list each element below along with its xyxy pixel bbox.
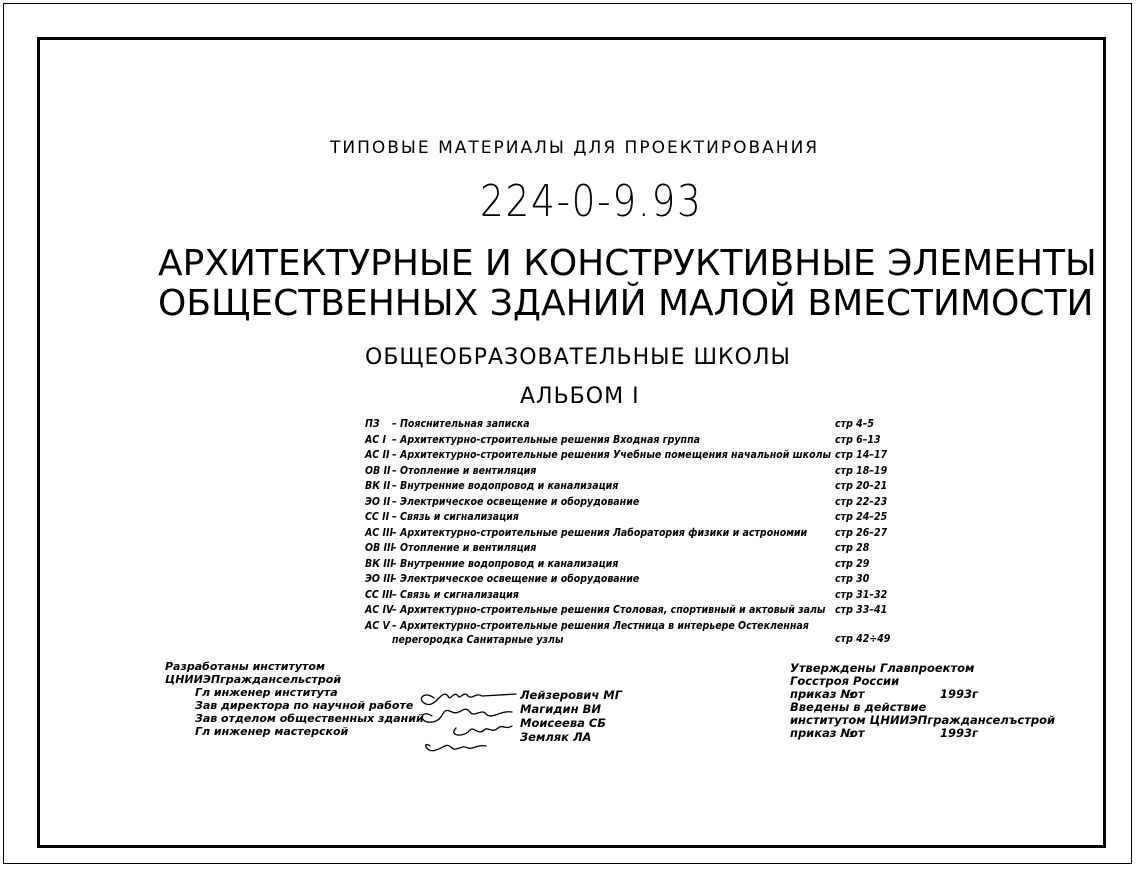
toc-row <box>365 417 905 433</box>
order-date-label: от <box>850 726 865 740</box>
toc-row <box>365 510 905 526</box>
toc-page: стр 6–13 <box>835 433 881 446</box>
toc-page: стр 18–19 <box>835 464 888 477</box>
toc-code: СС III <box>365 588 393 601</box>
approved-authority: Госстроя России <box>790 674 900 688</box>
signer-name: Моисеева СБ <box>520 716 607 730</box>
toc-row <box>365 448 905 464</box>
signatures-image <box>412 682 524 764</box>
series-title: ТИПОВЫЕ МАТЕРИАЛЫ ДЛЯ ПРОЕКТИРОВАНИЯ <box>330 138 820 158</box>
toc-code: ОВ II <box>365 464 391 477</box>
developer-institute: ЦНИИЭПграждансельстрой <box>165 673 342 686</box>
toc-desc: – Внутренние водопровод и канализация <box>392 557 619 570</box>
toc-page: стр 14–17 <box>835 449 888 461</box>
signature-4 <box>426 744 486 750</box>
signer-name: Земляк ЛА <box>520 730 592 744</box>
toc-desc: – Внутренние водопровод и канализация <box>392 480 619 492</box>
toc-code: СС II <box>365 511 390 523</box>
subtitle: ОБЩЕОБРАЗОВАТЕЛЬНЫЕ ШКОЛЫ <box>365 345 791 370</box>
toc-page: стр 33–41 <box>835 604 888 616</box>
toc-code: ВК III <box>365 557 394 570</box>
developer-block <box>165 660 424 738</box>
developer-role: Зав директора по научной работе <box>195 699 414 712</box>
toc-row <box>365 464 905 480</box>
signers-list <box>520 688 622 744</box>
signer-name: Магидин ВИ <box>520 702 601 716</box>
toc-desc: – Отопление и вентиляция <box>392 464 537 477</box>
toc-code: АС IV <box>365 604 394 616</box>
toc-desc: – Архитектурно-строительные решения Входная группа <box>392 433 700 446</box>
project-code: 224-0-9.93 <box>480 176 703 227</box>
toc-page: стр 4–5 <box>835 418 874 430</box>
toc-row <box>365 603 905 619</box>
toc-desc: – Связь и сигнализация <box>392 511 519 523</box>
table-of-contents <box>365 417 905 647</box>
toc-code: ПЗ <box>365 418 380 430</box>
toc-page: стр 29 <box>835 557 870 570</box>
toc-page: стр 22–23 <box>835 495 888 508</box>
developer-heading: Разработаны институтом <box>165 660 325 673</box>
toc-code: АС III <box>365 526 394 539</box>
developer-role: Зав отделом общественных зданий <box>195 712 424 725</box>
toc-code: ЭО II <box>365 495 391 508</box>
toc-row <box>365 541 905 557</box>
main-title-line-2: ОБЩЕСТВЕННЫХ ЗДАНИЙ МАЛОЙ ВМЕСТИМОСТИ <box>158 283 1094 324</box>
toc-desc: – Электрическое освещение и оборудование <box>392 573 640 585</box>
toc-row <box>365 572 905 588</box>
toc-code: ВК II <box>365 480 391 492</box>
toc-desc: – Связь и сигнализация <box>392 588 519 601</box>
toc-row <box>365 433 905 449</box>
main-title-line-1: АРХИТЕКТУРНЫЕ И КОНСТРУКТИВНЫЕ ЭЛЕМЕНТЫ <box>158 243 1097 284</box>
approved-label: Утверждены <box>790 661 876 675</box>
toc-desc: – Архитектурно-строительные решения Учебные помещения начальной школы <box>392 449 832 461</box>
signer-name: Лейзерович МГ <box>520 688 623 702</box>
toc-desc: – Пояснительная записка <box>392 418 530 430</box>
toc-code: ЭО III <box>365 573 394 585</box>
toc-code: АС I <box>365 433 387 446</box>
order-number-label: приказ № <box>790 687 855 701</box>
toc-page: стр 20–21 <box>835 480 888 492</box>
toc-row <box>365 619 905 647</box>
toc-code: АС V <box>365 619 390 632</box>
enacted-by: институтом ЦНИИЭПгражданселъстрой <box>790 713 1056 727</box>
album-number: АЛЬБОМ I <box>520 384 640 409</box>
order-row-2 <box>790 727 1055 740</box>
approval-block <box>790 662 1055 740</box>
signature-2 <box>422 709 512 722</box>
toc-page: стр 24–25 <box>835 511 888 523</box>
toc-page: стр 42÷49 <box>835 632 891 645</box>
order-year: 1993г <box>940 687 979 701</box>
toc-page: стр 28 <box>835 542 870 554</box>
toc-row <box>365 588 905 604</box>
toc-desc: – Архитектурно-строительные решения Столовая, спортивный и актовый залы <box>392 604 826 616</box>
order-date-label: от <box>850 687 865 701</box>
toc-page: стр 30 <box>835 573 870 585</box>
approved-by: Главпроектом <box>880 661 975 675</box>
toc-desc: – Электрическое освещение и оборудование <box>392 495 640 508</box>
order-number-label: приказ № <box>790 726 855 740</box>
toc-desc: – Архитектурно-строительные решения Лаборатория физики и астрономии <box>392 526 808 539</box>
toc-row <box>365 526 905 542</box>
order-year: 1993г <box>940 726 979 740</box>
toc-code: АС II <box>365 449 390 461</box>
toc-page: стр 26–27 <box>835 526 888 539</box>
toc-page: стр 31–32 <box>835 588 888 601</box>
enacted-label: Введены в действие <box>790 700 927 714</box>
toc-desc: – Архитектурно-строительные решения Лестница в интерьере Остекленная перегородка Санитарные узлы <box>392 619 809 646</box>
toc-desc: – Отопление и вентиляция <box>392 542 537 554</box>
toc-row <box>365 557 905 573</box>
toc-row <box>365 479 905 495</box>
signature-1 <box>421 694 516 705</box>
toc-row <box>365 495 905 511</box>
developer-role: Гл инженер мастерской <box>195 725 349 738</box>
developer-role: Гл инженер института <box>195 686 338 699</box>
toc-code: ОВ III <box>365 542 395 554</box>
signature-3 <box>454 726 512 735</box>
